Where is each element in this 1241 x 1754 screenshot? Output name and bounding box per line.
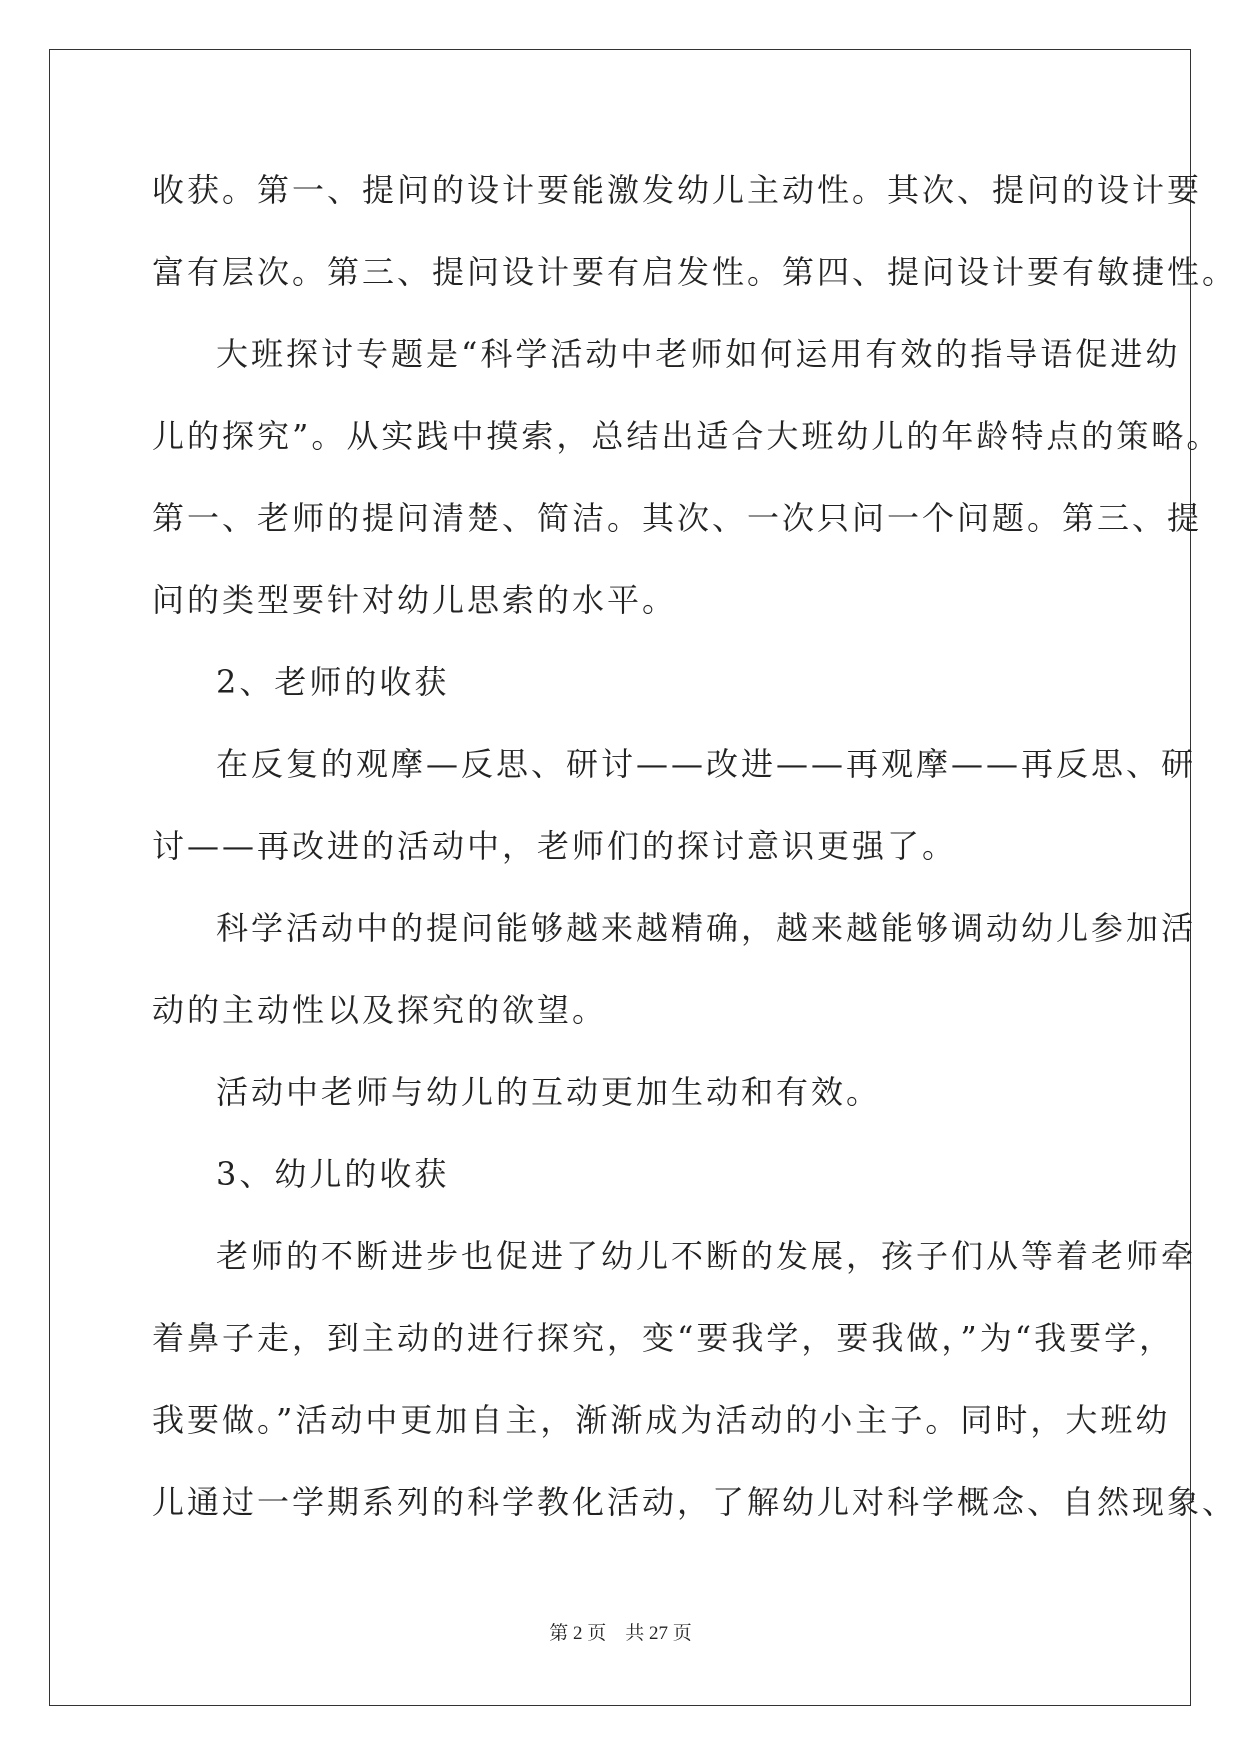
- text-line: 动的主动性以及探究的欲望。: [152, 991, 608, 1029]
- document-body: [152, 160, 1238, 1554]
- text-line: 儿的探究”。从实践中摸索，总结出适合大班幼儿的年龄特点的策略。: [152, 417, 1222, 455]
- paragraph-start-line: 活动中老师与幼儿的互动更加生动和有效。: [216, 1073, 882, 1111]
- text-line: 第一、老师的提问清楚、简洁。其次、一次只问一个问题。第三、提: [152, 499, 1203, 537]
- text-line: 着鼻子走，到主动的进行探究，变“要我学，要我做，”为“我要学，: [152, 1319, 1175, 1357]
- section-heading: 3、幼儿的收获: [216, 1155, 450, 1193]
- text-line: 讨——再改进的活动中，老师们的探讨意识更强了。: [152, 827, 958, 865]
- text-line: 收获。第一、提问的设计要能激发幼儿主动性。其次、提问的设计要: [152, 171, 1203, 209]
- text-line: 富有层次。第三、提问设计要有启发性。第四、提问设计要有敏捷性。: [152, 253, 1238, 291]
- section-heading: 2、老师的收获: [216, 663, 450, 701]
- paragraph-start-line: 科学活动中的提问能够越来越精确，越来越能够调动幼儿参加活: [216, 909, 1197, 947]
- text-line: 问的类型要针对幼儿思索的水平。: [152, 581, 678, 619]
- paragraph-start-line: 在反复的观摩—反思、研讨——改进——再观摩——再反思、研: [216, 745, 1197, 783]
- text-line: 儿通过一学期系列的科学教化活动，了解幼儿对科学概念、自然现象、: [152, 1483, 1238, 1521]
- paragraph-start-line: 大班探讨专题是“科学活动中老师如何运用有效的指导语促进幼: [216, 335, 1181, 373]
- page-number-footer: 第 2 页 共 27 页: [549, 1623, 692, 1644]
- paragraph-start-line: 老师的不断进步也促进了幼儿不断的发展，孩子们从等着老师牵: [216, 1237, 1197, 1275]
- text-line: 我要做。”活动中更加自主，渐渐成为活动的小主子。同时，大班幼: [152, 1401, 1171, 1439]
